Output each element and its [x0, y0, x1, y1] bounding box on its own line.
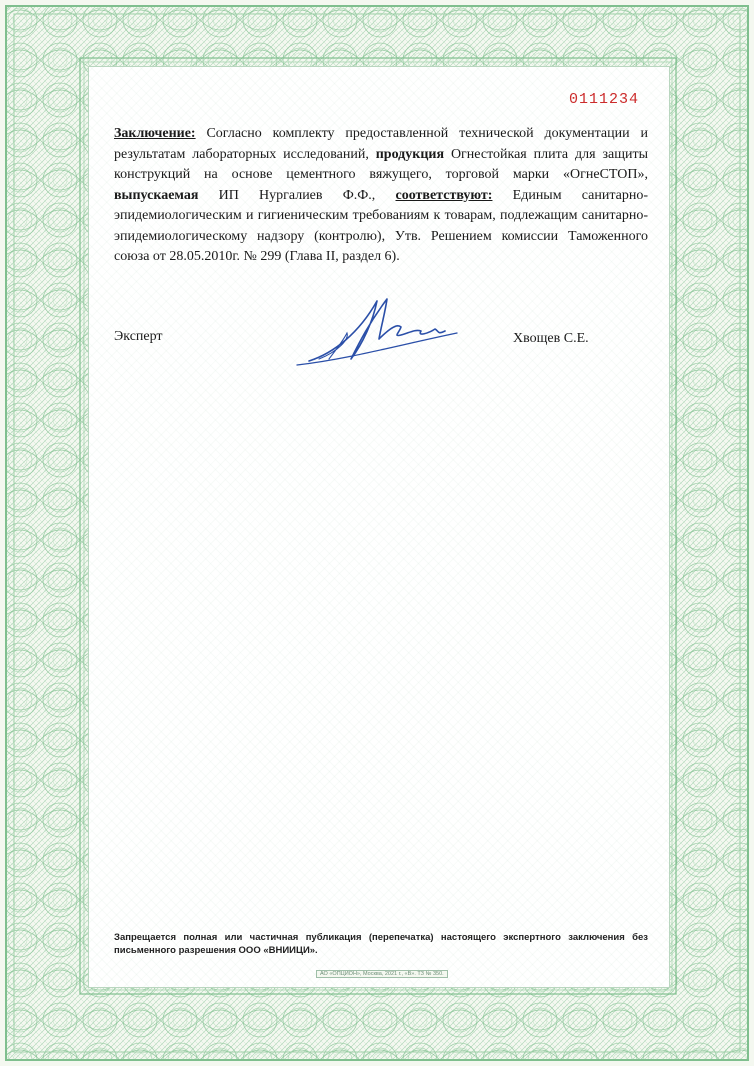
conclusion-bold-produced: выпускаемая — [114, 187, 199, 203]
conclusion-text-4: Единым санитарно-эпидемиологическим и гигиеническим требованиям к товарам, подлежащим санитарно-эпидемиологическому надзору (контролю), Утв. Решением комиссии Таможенного союза от 28.05.2010г. № 299 (Глава II, раздел 6). — [114, 187, 648, 264]
print-info: АО «ОПЦИОН», Москва, 2021 г., «В». ТЗ № 350. — [316, 970, 448, 978]
expert-label: Эксперт — [114, 329, 163, 344]
conclusion-paragraph — [114, 124, 648, 268]
conclusion-text-1: Согласно комплекту предоставленной технической документации и результатам лабораторных исследований, — [114, 126, 648, 162]
expert-name: Хвощев С.Е. — [513, 331, 589, 346]
conclusion-bold-comply: соответствуют: — [395, 187, 493, 203]
expert-signature — [289, 293, 464, 373]
conclusion-text-2: Огнестойкая плита для защиты конструкций на основе цементного вяжущего, торговой марки «ОгнеСТОП», — [114, 146, 648, 182]
content-area — [88, 66, 670, 988]
conclusion-label: Заключение: — [114, 126, 196, 141]
serial-number: 0111234 — [568, 91, 639, 108]
conclusion-bold-product: продукция — [375, 146, 445, 162]
footer-note: Запрещается полная или частичная публикация (перепечатка) настоящего экспертного заключения без письменного разрешения ООО «ВНИИЦИ». — [114, 932, 648, 956]
conclusion-text-3: ИП Нургалиев Ф.Ф., — [198, 187, 396, 203]
